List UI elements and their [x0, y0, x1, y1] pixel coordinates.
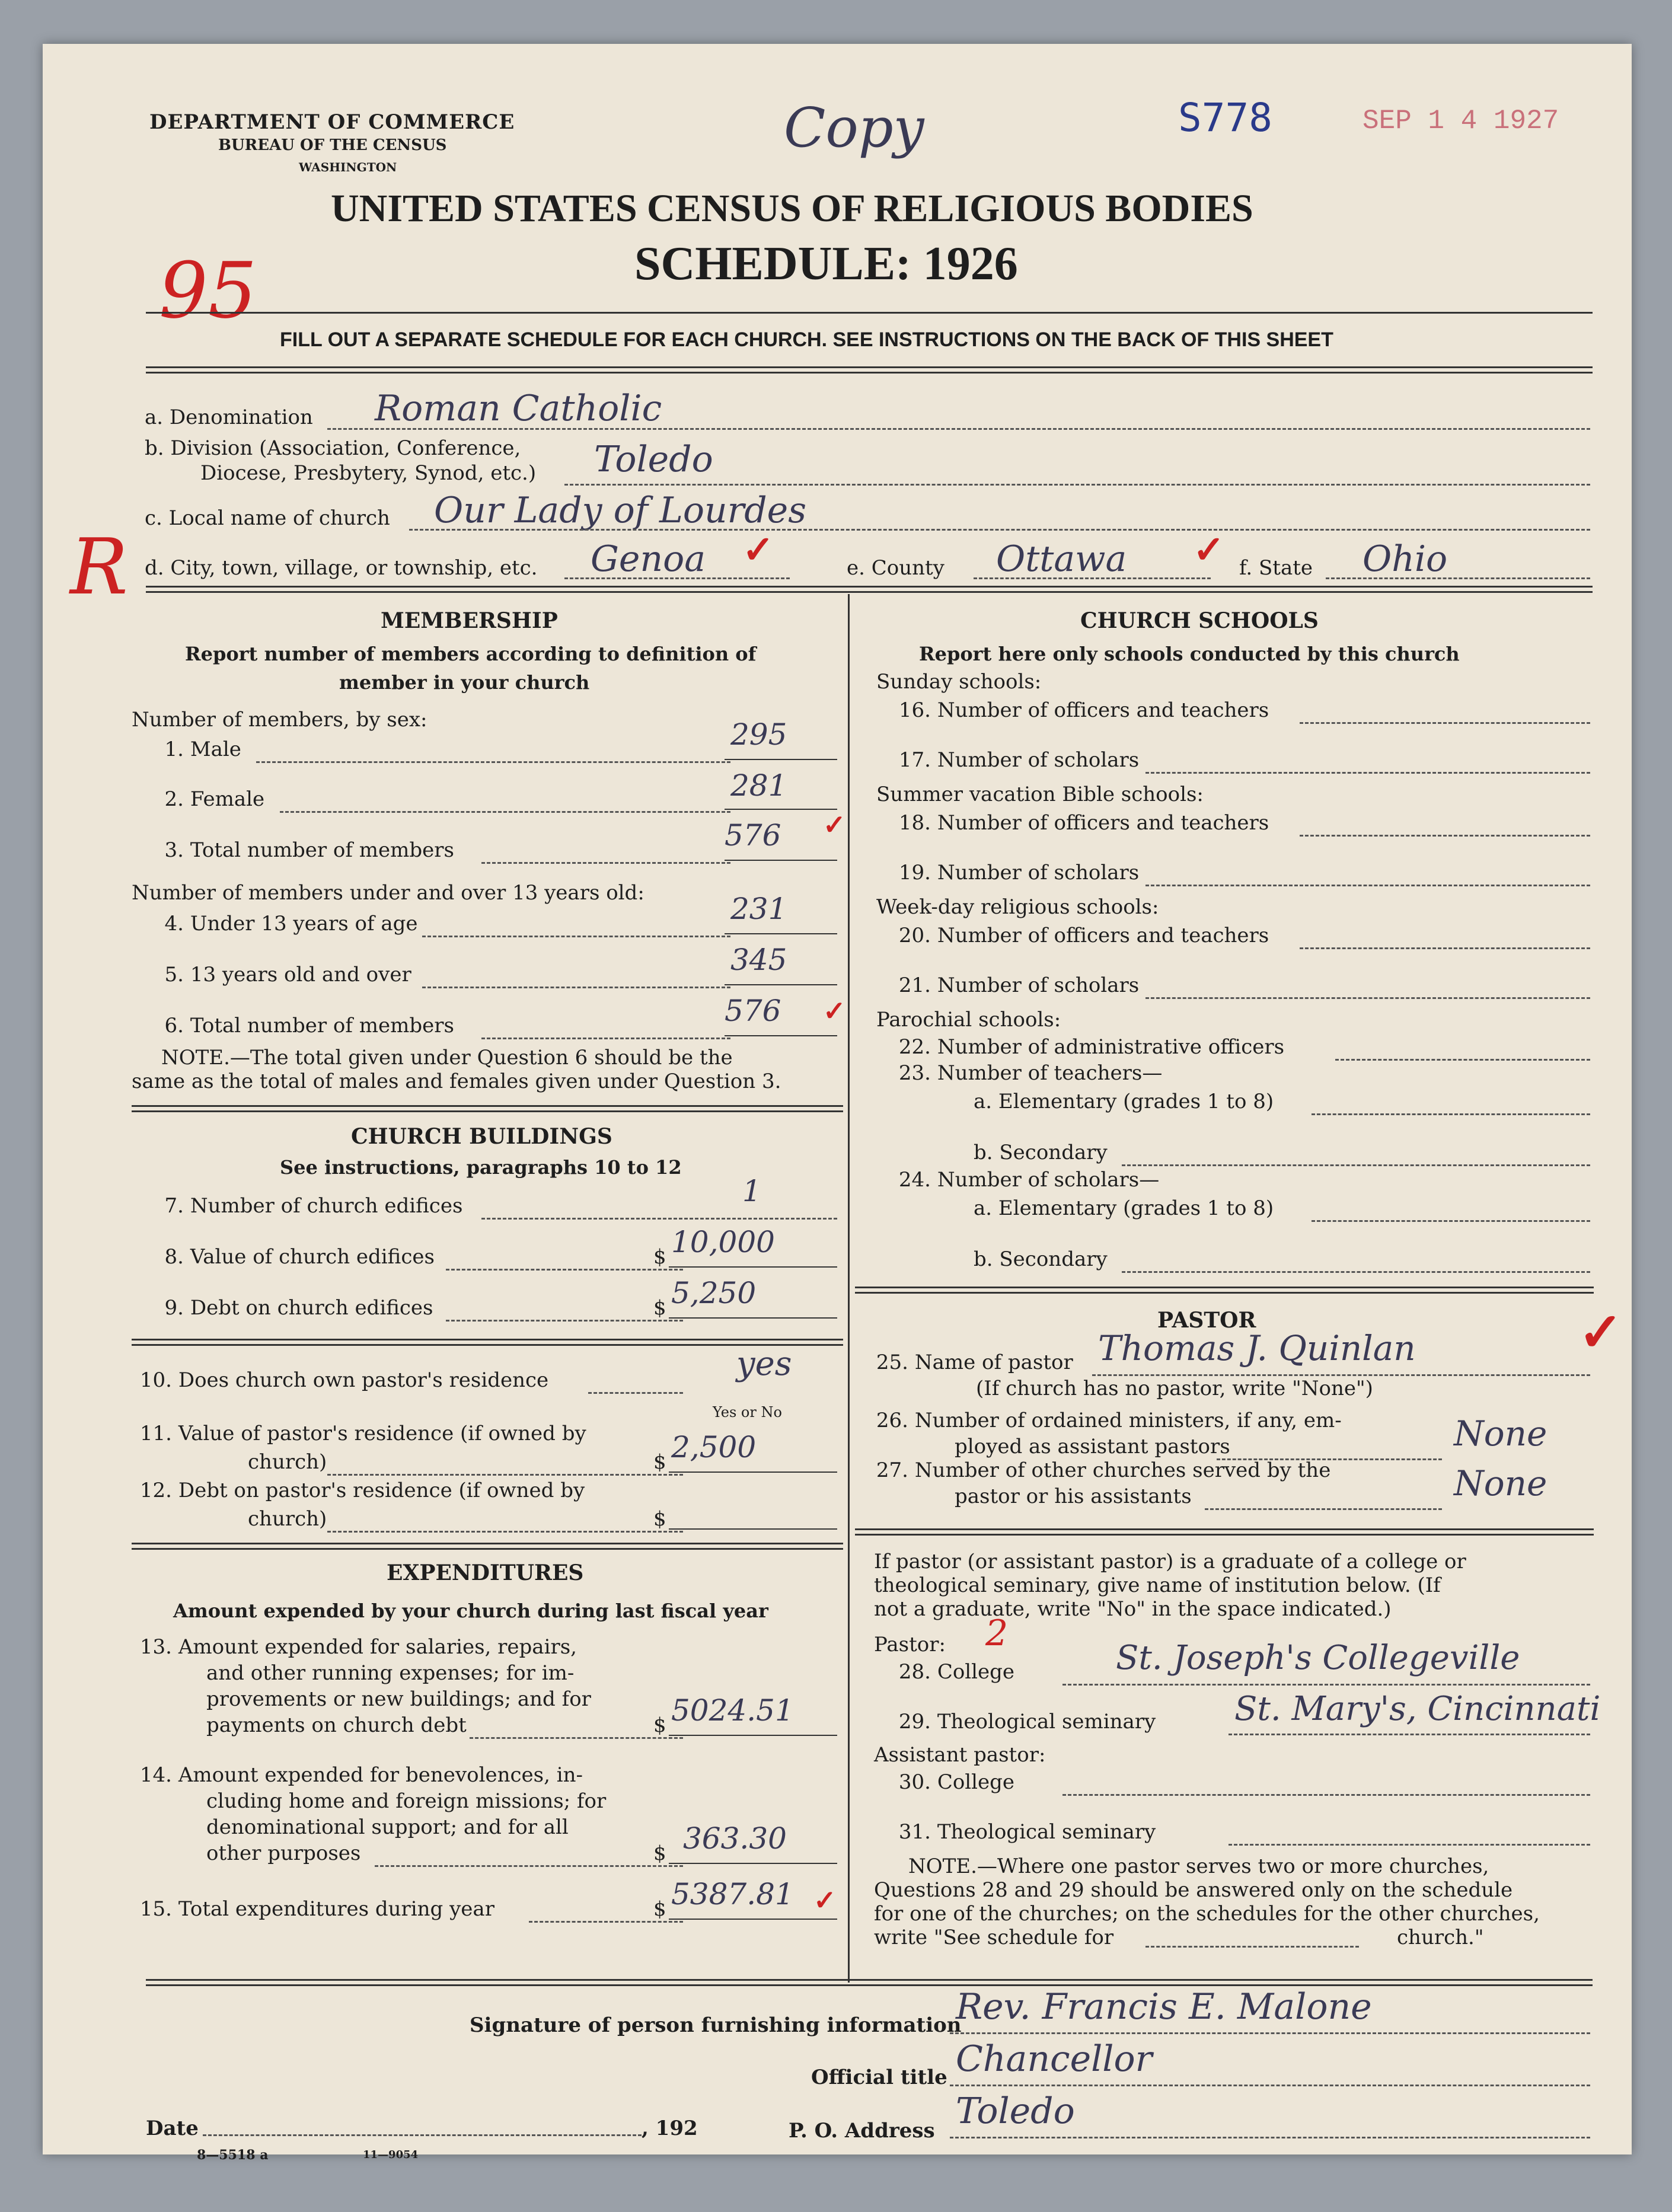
q1-male-value[interactable]: 295 [730, 717, 787, 752]
pastor-sub-label: Pastor: [874, 1633, 946, 1656]
official-title-line [950, 2085, 1590, 2086]
q13-line-4: payments on church debt [206, 1713, 467, 1737]
q6-answer-line [725, 1035, 837, 1036]
q3-leader [481, 862, 730, 864]
denomination-label: a. Denomination [145, 406, 313, 429]
q5-row: 5. 13 years old and over [164, 963, 411, 987]
q7-edifices-value[interactable]: 1 [742, 1174, 761, 1208]
q17-line[interactable] [1145, 772, 1590, 774]
membership-bottom-rule [132, 1105, 843, 1112]
q11-leader [327, 1474, 683, 1476]
q4-answer-line [725, 933, 837, 934]
form-title: UNITED STATES CENSUS OF RELIGIOUS BODIES [331, 187, 1253, 230]
summer-schools-label: Summer vacation Bible schools: [876, 783, 1204, 806]
q4-leader [422, 936, 730, 937]
q8-row: 8. Value of church edifices [164, 1245, 435, 1269]
q8-leader [446, 1269, 683, 1271]
q18-row: 18. Number of officers and teachers [898, 811, 1269, 835]
graduate-note-1: If pastor (or assistant pastor) is a graduate of a college or [874, 1550, 1466, 1573]
q1-leader [256, 761, 730, 763]
q3-answer-line [725, 860, 837, 861]
q14-line-3: denominational support; and for all [206, 1815, 569, 1839]
q17-row: 17. Number of scholars [898, 748, 1140, 772]
official-title-value[interactable]: Chancellor [956, 2038, 1153, 2080]
q14-answer-line [669, 1863, 837, 1864]
q12-answer-line[interactable] [669, 1528, 837, 1530]
q24b-line[interactable] [1122, 1271, 1590, 1273]
q12-row: 12. Debt on pastor's residence (if owned by [139, 1479, 585, 1502]
q15-answer-line [669, 1919, 837, 1920]
q19-line[interactable] [1145, 885, 1590, 886]
state-line [1326, 577, 1590, 579]
q11-value-residence[interactable]: 2,500 [671, 1430, 757, 1464]
signature-line [950, 2032, 1590, 2034]
q24a-line[interactable] [1312, 1220, 1590, 1222]
q20-line[interactable] [1300, 947, 1590, 949]
q5-answer-line [725, 984, 837, 985]
census-schedule-sheet [43, 44, 1632, 2163]
q21-line[interactable] [1145, 997, 1590, 999]
q12-dollar-sign: $ [653, 1507, 666, 1531]
q25-line [1092, 1374, 1590, 1376]
q3-row: 3. Total number of members [164, 838, 454, 862]
membership-intro-2: member in your church [339, 671, 590, 694]
q23a-label: a. Elementary (grades 1 to 8) [974, 1090, 1274, 1113]
pastor-note-1: NOTE.—Where one pastor serves two or more churches, [908, 1854, 1489, 1878]
q15-row: 15. Total expenditures during year [139, 1897, 494, 1921]
q14-benevolences[interactable]: 363.30 [683, 1821, 787, 1856]
q13-line-2: and other running expenses; for im- [206, 1661, 575, 1685]
denomination-line [327, 428, 1590, 430]
q28-college-value[interactable]: St. Joseph's Collegeville [1116, 1639, 1520, 1677]
q26-line-2: ployed as assistant pastors [955, 1435, 1230, 1458]
city-value[interactable]: Genoa [591, 538, 706, 580]
q10-leader [588, 1392, 683, 1394]
q28-row: 28. College [898, 1660, 1015, 1684]
q22-line[interactable] [1335, 1059, 1590, 1061]
q14-leader [375, 1865, 683, 1867]
q11-row: 11. Value of pastor's residence (if owned by [139, 1422, 586, 1445]
schools-subheading: Report here only schools conducted by this church [919, 643, 1460, 665]
buildings-heading: CHURCH BUILDINGS [351, 1124, 612, 1149]
po-address-value[interactable]: Toledo [956, 2090, 1075, 2132]
state-value[interactable]: Ohio [1363, 538, 1448, 580]
q13-leader [470, 1737, 683, 1739]
sunday-schools-label: Sunday schools: [876, 670, 1042, 694]
q28-line [1062, 1684, 1590, 1686]
identity-bottom-rule [146, 586, 1593, 593]
q12-leader [327, 1531, 683, 1533]
q6-row: 6. Total number of members [164, 1014, 454, 1038]
county-label: e. County [847, 556, 945, 580]
q9-leader [446, 1320, 683, 1322]
q30-row: 30. College [898, 1770, 1015, 1794]
q1-answer-line [725, 759, 837, 760]
weekday-schools-label: Week-day religious schools: [876, 895, 1159, 919]
q15-dollar-sign: $ [653, 1897, 666, 1921]
q7-leader [481, 1218, 837, 1220]
q3-check-mark: ✓ [823, 809, 846, 841]
membership-heading: MEMBERSHIP [381, 608, 558, 633]
q23b-line[interactable] [1122, 1164, 1590, 1166]
q8-value-edifices[interactable]: 10,000 [671, 1225, 775, 1259]
form-number: 8—5518 a [197, 2147, 269, 2163]
membership-note-1: NOTE.—The total given under Question 6 should be the [161, 1046, 733, 1070]
membership-intro-1: Report number of members according to definition of [185, 643, 757, 665]
church-name-label: c. Local name of church [145, 506, 390, 530]
expenditures-subheading: Amount expended by your church during last fiscal year [173, 1600, 768, 1622]
q22-row: 22. Number of administrative officers [898, 1035, 1285, 1059]
date-label: Date [146, 2117, 199, 2140]
q27-other-churches[interactable]: None [1454, 1463, 1547, 1504]
pastor-note-5: church." [1397, 1926, 1484, 1949]
q13-line-3: provements or new buildings; and for [206, 1687, 591, 1711]
q30-line[interactable] [1062, 1794, 1590, 1796]
q21-row: 21. Number of scholars [898, 973, 1140, 997]
q25-hint: (If church has no pastor, write "None") [976, 1377, 1373, 1400]
copy-note: Copy [784, 96, 924, 159]
q29-line [1229, 1734, 1590, 1735]
q29-seminary-value[interactable]: St. Mary's, Cincinnati [1234, 1690, 1601, 1728]
q4-under-13-value[interactable]: 231 [730, 892, 787, 926]
buildings-subheading: See instructions, paragraphs 10 to 12 [280, 1156, 682, 1179]
q23-row: 23. Number of teachers— [898, 1061, 1163, 1085]
q24b-label: b. Secondary [974, 1247, 1108, 1271]
q3-total-value[interactable]: 576 [725, 818, 781, 853]
column-divider [848, 594, 850, 1983]
q13-dollar-sign: $ [653, 1713, 666, 1737]
q13-row: 13. Amount expended for salaries, repairs, [139, 1635, 577, 1659]
q27-row: 27. Number of other churches served by the [876, 1458, 1331, 1482]
schools-bottom-rule [855, 1287, 1594, 1294]
pastor-heading: PASTOR [1157, 1308, 1256, 1333]
r-mark: R [70, 522, 128, 612]
po-address-line [950, 2137, 1590, 2138]
city-label: d. City, town, village, or township, etc. [145, 556, 538, 580]
q9-row: 9. Debt on church edifices [164, 1296, 433, 1320]
q9-debt-edifices[interactable]: 5,250 [671, 1276, 757, 1310]
header-rule [146, 312, 1593, 314]
q4-row: 4. Under 13 years of age [164, 912, 418, 936]
city-line [564, 577, 790, 579]
q12-label-2: church) [248, 1507, 327, 1531]
city-check-mark: ✓ [742, 528, 774, 572]
church-name-value[interactable]: Our Lady of Lourdes [434, 490, 806, 531]
assistant-pastor-label: Assistant pastor: [874, 1743, 1046, 1767]
signature-value[interactable]: Rev. Francis E. Malone [956, 1986, 1372, 2028]
q6-total-value[interactable]: 576 [725, 994, 781, 1028]
q10-hint: Yes or No [713, 1404, 782, 1421]
membership-note-2: same as the total of males and females given under Question 3. [132, 1070, 781, 1093]
pastor-mark: 2 [985, 1613, 1009, 1654]
q9-answer-line [669, 1317, 837, 1319]
instruction-banner: FILL OUT A SEPARATE SCHEDULE FOR EACH CHURCH. SEE INSTRUCTIONS ON THE BACK OF THIS SHEET [280, 328, 1333, 351]
expenditures-heading: EXPENDITURES [387, 1560, 584, 1585]
q24-row: 24. Number of scholars— [898, 1168, 1160, 1192]
q13-answer-line [669, 1735, 837, 1736]
county-value[interactable]: Ottawa [996, 538, 1127, 580]
schools-heading: CHURCH SCHOOLS [1080, 608, 1319, 633]
q25-row: 25. Name of pastor [876, 1351, 1073, 1374]
q2-leader [280, 811, 730, 813]
division-label-1: b. Division (Association, Conference, [145, 436, 521, 460]
q16-row: 16. Number of officers and teachers [898, 698, 1269, 722]
q20-row: 20. Number of officers and teachers [898, 924, 1269, 947]
q8-answer-line [669, 1266, 837, 1268]
pastor-note-3: for one of the churches; on the schedules for the other churches, [874, 1902, 1540, 1926]
pastor-note-2: Questions 28 and 29 should be answered only on the schedule [874, 1878, 1513, 1902]
county-line [974, 577, 1211, 579]
q11-label-2: church) [248, 1450, 327, 1474]
pastor-mid-rule [855, 1528, 1594, 1536]
q2-answer-line [725, 809, 837, 810]
denomination-value[interactable]: Roman Catholic [375, 388, 662, 429]
q31-row: 31. Theological seminary [898, 1820, 1156, 1844]
q24a-label: a. Elementary (grades 1 to 8) [974, 1196, 1274, 1220]
q11-dollar-sign: $ [653, 1450, 666, 1474]
print-number: 11—9054 [363, 2149, 419, 2161]
q10-row: 10. Does church own pastor's residence [139, 1368, 549, 1392]
division-value[interactable]: Toledo [594, 439, 713, 480]
pastor-check-mark: ✓ [1578, 1301, 1623, 1364]
page-mark: 95 [159, 245, 257, 336]
q5-leader [422, 987, 730, 988]
buildings-bottom-rule [132, 1543, 843, 1550]
q14-dollar-sign: $ [653, 1841, 666, 1865]
banner-rule [146, 366, 1593, 374]
pastor-note-blank [1145, 1946, 1359, 1948]
q2-row: 2. Female [164, 787, 265, 811]
q26-row: 26. Number of ordained ministers, if any, em- [876, 1409, 1342, 1432]
q18-line[interactable] [1300, 835, 1590, 837]
department-name: DEPARTMENT OF COMMERCE [149, 110, 515, 134]
q16-line[interactable] [1300, 722, 1590, 724]
bureau-name: BUREAU OF THE CENSUS [218, 136, 447, 154]
q27-leader [1205, 1508, 1442, 1510]
po-address-label: P. O. Address [789, 2119, 935, 2143]
official-title-label: Official title [811, 2066, 947, 2089]
q6-leader [481, 1038, 730, 1039]
q31-line[interactable] [1229, 1844, 1590, 1846]
date-suffix: , 192 [642, 2117, 698, 2140]
graduate-note-3: not a graduate, write "No" in the space indicated.) [874, 1597, 1392, 1621]
q26-assistant-pastors[interactable]: None [1454, 1413, 1547, 1454]
division-label-2: Diocese, Presbytery, Synod, etc.) [200, 461, 537, 485]
church-name-line [409, 529, 1590, 531]
q2-female-value[interactable]: 281 [730, 768, 787, 803]
q23a-line[interactable] [1312, 1113, 1590, 1115]
q6-check-mark: ✓ [823, 995, 846, 1027]
schedule-number: S778 [1178, 95, 1272, 141]
bureau-city: WASHINGTON [299, 160, 397, 174]
signature-label: Signature of person furnishing information [470, 2013, 962, 2037]
q25-pastor-name[interactable]: Thomas J. Quinlan [1098, 1328, 1416, 1368]
members-by-sex-label: Number of members, by sex: [132, 708, 427, 732]
members-by-age-label: Number of members under and over 13 years old: [132, 881, 644, 905]
q11-answer-line [669, 1472, 837, 1473]
pastor-note-4: write "See schedule for [874, 1926, 1114, 1949]
q1-row: 1. Male [164, 738, 241, 761]
q14-line-2: cluding home and foreign missions; for [206, 1789, 607, 1813]
q10-owns-residence-value[interactable]: yes [736, 1345, 792, 1383]
q7-row: 7. Number of church edifices [164, 1194, 463, 1218]
q15-total-expenditures[interactable]: 5387.81 [671, 1877, 794, 1911]
date-line[interactable] [203, 2134, 642, 2136]
state-label: f. State [1239, 556, 1313, 580]
parochial-schools-label: Parochial schools: [876, 1008, 1061, 1032]
footer-top-rule [146, 1979, 1593, 1986]
division-line [564, 484, 1590, 486]
q14-row: 14. Amount expended for benevolences, in- [139, 1763, 583, 1787]
q15-check-mark: ✓ [813, 1884, 837, 1916]
q15-leader [529, 1921, 683, 1923]
q9-dollar-sign: $ [653, 1296, 666, 1320]
form-subtitle: SCHEDULE: 1926 [634, 238, 1018, 290]
q14-line-4: other purposes [206, 1841, 361, 1865]
q29-row: 29. Theological seminary [898, 1710, 1156, 1734]
q13-running-expenses[interactable]: 5024.51 [671, 1693, 794, 1728]
graduate-note-2: theological seminary, give name of institution below. (If [874, 1573, 1441, 1597]
q23b-label: b. Secondary [974, 1141, 1108, 1164]
county-check-mark: ✓ [1193, 528, 1225, 572]
q8-dollar-sign: $ [653, 1245, 666, 1269]
q27-line-2: pastor or his assistants [955, 1485, 1192, 1508]
q5-13-and-over-value[interactable]: 345 [730, 943, 787, 977]
q19-row: 19. Number of scholars [898, 861, 1140, 885]
received-date-stamp: SEP 1 4 1927 [1363, 106, 1559, 136]
